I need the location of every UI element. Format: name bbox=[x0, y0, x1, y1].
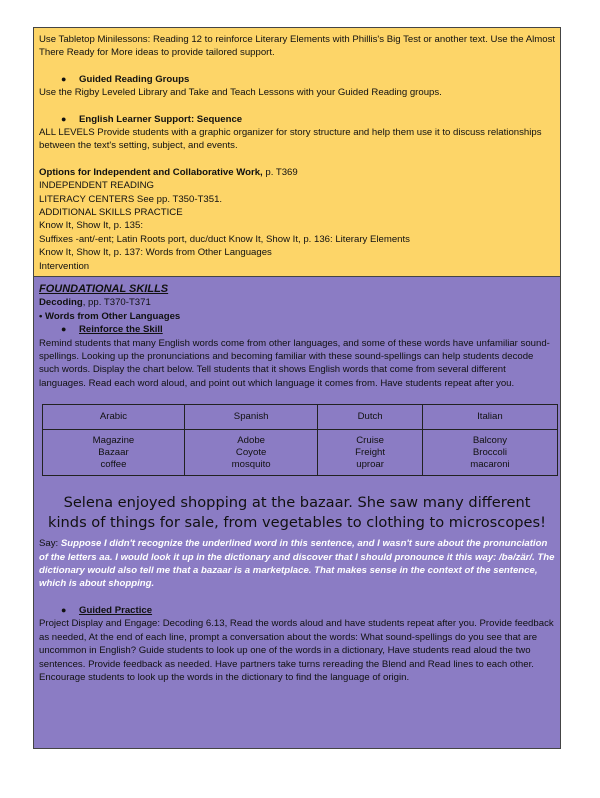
additional-skills: ADDITIONAL SKILLS PRACTICE bbox=[39, 207, 183, 219]
suffixes-line: Suffixes -ant/-ent; Latin Roots port, duc/duct Know It, Show It, p. 136: Literary Elements bbox=[39, 233, 410, 245]
purple-section bbox=[33, 276, 561, 749]
lesson-page bbox=[33, 27, 561, 749]
italian-words bbox=[422, 430, 557, 476]
table-word: Broccoli bbox=[472, 446, 507, 458]
arabic-words bbox=[43, 430, 185, 476]
table-word: coffee bbox=[100, 458, 127, 470]
guided-reading-heading: Guided Reading Groups bbox=[79, 73, 190, 85]
guided-reading-text: Use the Rigby Leveled Library and Take and Teach Lessons with your Guided Reading groups. bbox=[39, 87, 442, 99]
reinforce-text: Remind students that many English words come from other languages, and some of these words have unfamiliar sound-spellings. Looking up the pronunciations and becoming familiar with these sound-spellings can help students decode such words. Display the chart below. Tell students that it shows English words that come from several different languages. Read each word aloud, and point out which language it comes from. Have students repeat after you. bbox=[39, 337, 550, 389]
know-it-137: Know It, Show It, p. 137: Words from Other Languages bbox=[39, 247, 272, 259]
header-dutch: Dutch bbox=[318, 405, 423, 430]
bullet-icon: ● bbox=[61, 113, 67, 124]
table-word: Adobe bbox=[237, 434, 265, 446]
options-page: p. T369 bbox=[262, 166, 298, 178]
table-word: Freight bbox=[355, 446, 386, 458]
table-word: Coyote bbox=[235, 446, 267, 458]
guided-practice-text: Project Display and Engage: Decoding 6.13, Read the words aloud and have students repeat after you. Provide feedback as needed, At the end of each line, prompt a conversation about the words: What sound-spellings do you see that are uncommon in English? Guide students to look up one of the words in a dictionary, Have students read aloud the two sentences. Provide feedback as needed. Have partners take turns rereading the Blend and Read lines to each other. Encourage students to look up the words in the dictionary to find the language of origin. bbox=[39, 618, 554, 683]
languages-table bbox=[42, 404, 558, 476]
yellow-section bbox=[33, 27, 561, 276]
table-word: uproar bbox=[356, 458, 384, 470]
table-word: Bazaar bbox=[98, 446, 129, 458]
say-label: Say: bbox=[39, 538, 61, 550]
options-heading: Options for Independent and Collaborative Work, bbox=[39, 166, 263, 178]
table-header-row bbox=[43, 405, 558, 430]
example-sentence: Selena enjoyed shopping at the bazaar. She saw many different kinds of things for sale, from vegetables to clothing to microscopes! bbox=[48, 494, 546, 532]
guided-practice-heading: Guided Practice bbox=[79, 604, 153, 616]
bullet-icon: ● bbox=[61, 324, 67, 335]
words-other-languages: • Words from Other Languages bbox=[39, 310, 181, 322]
intervention-line: Intervention bbox=[39, 260, 90, 272]
decoding-line bbox=[39, 296, 555, 309]
header-arabic: Arabic bbox=[43, 405, 185, 430]
bullet-icon: ● bbox=[61, 604, 67, 615]
reinforce-heading: Reinforce the Skill bbox=[79, 324, 163, 336]
table-word: mosquito bbox=[231, 458, 271, 470]
spanish-words bbox=[184, 430, 317, 476]
dutch-words bbox=[318, 430, 423, 476]
say-text: Suppose I didn't recognize the underlined word in this sentence, and I wasn't sure about the pronunciation of the letters aa. I would look it up in the dictionary and discover that I should pronounce it this way: /bə/zär/. The dictionary would also tell me that a bazaar is a marketplace. That makes sense in the context of the sentence, which is about shopping. bbox=[39, 538, 555, 590]
ell-text: ALL LEVELS Provide students with a graphic organizer for story structure and help them use it to discuss relationships between the text's setting, subject, and events. bbox=[39, 127, 542, 152]
header-italian: Italian bbox=[422, 405, 557, 430]
table-word: Cruise bbox=[356, 434, 384, 446]
guided-practice-bullet bbox=[39, 604, 555, 617]
decoding-label: Decoding bbox=[39, 297, 83, 309]
table-word: Magazine bbox=[92, 434, 135, 446]
say-paragraph bbox=[39, 537, 555, 591]
table-row bbox=[43, 430, 558, 476]
intro-text: Use Tabletop Minilessons: Reading 12 to reinforce Literary Elements with Phillis's Big Test or another text. Use the Almost There Ready for More ideas to provide tailored support. bbox=[39, 34, 556, 59]
guided-reading-bullet bbox=[39, 73, 556, 86]
decoding-pages: , pp. T370-T371 bbox=[82, 297, 151, 309]
header-spanish: Spanish bbox=[184, 405, 317, 430]
table-word: Balcony bbox=[472, 434, 507, 446]
reinforce-bullet bbox=[39, 323, 555, 336]
table-word: macaroni bbox=[470, 458, 510, 470]
options-line bbox=[39, 166, 556, 179]
ell-bullet bbox=[39, 113, 556, 126]
know-it-135: Know It, Show It, p. 135: bbox=[39, 220, 143, 232]
bullet-icon: ● bbox=[61, 73, 67, 84]
literacy-centers: LITERACY CENTERS See pp. T350-T351. bbox=[39, 193, 223, 205]
ell-heading: English Learner Support: Sequence bbox=[79, 113, 243, 125]
independent-reading: INDEPENDENT READING bbox=[39, 180, 154, 192]
foundational-skills-title: FOUNDATIONAL SKILLS bbox=[39, 283, 169, 295]
